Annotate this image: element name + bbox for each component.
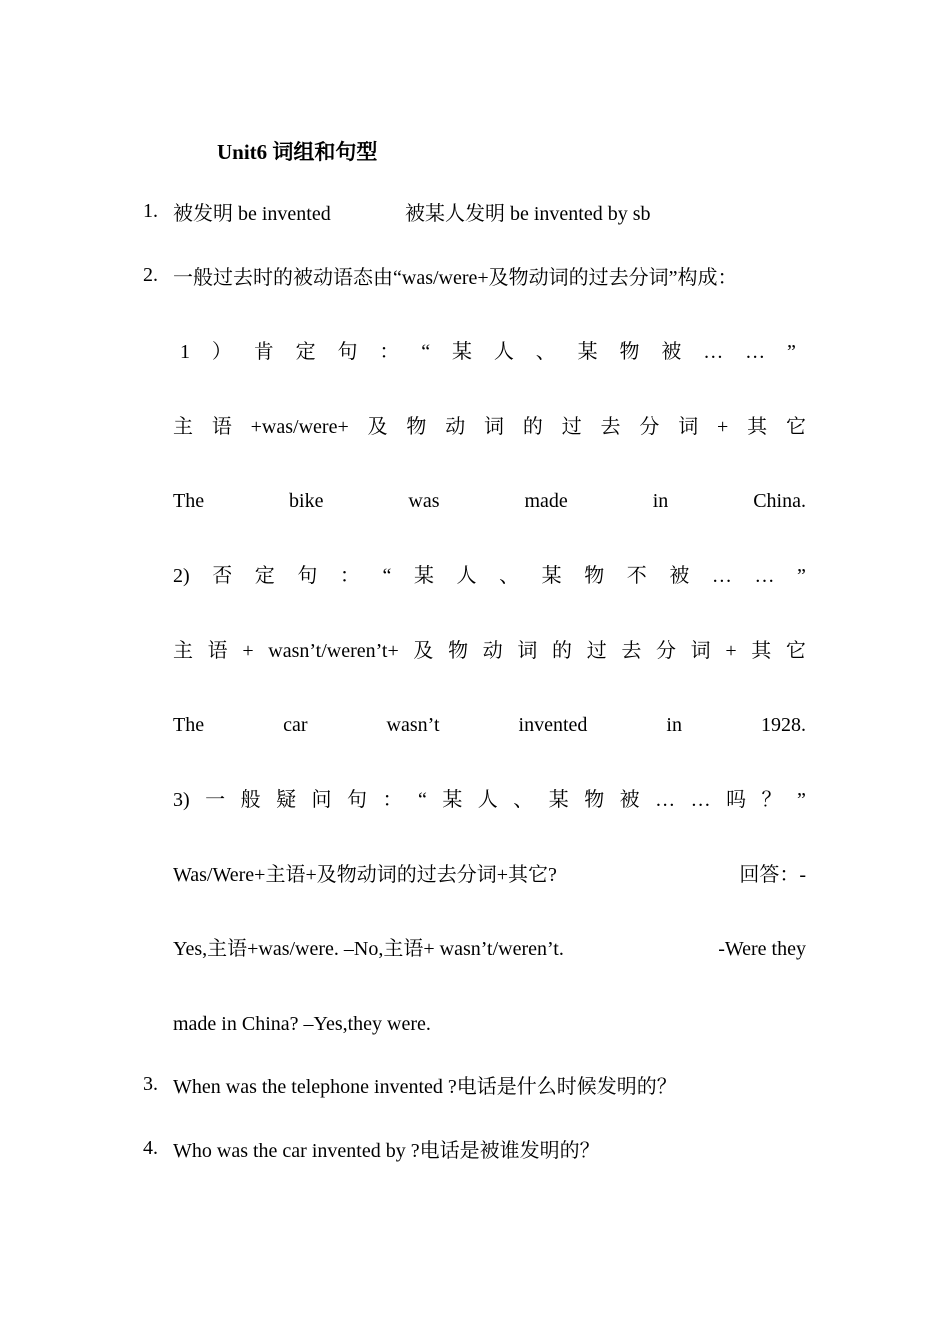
text-token: 人 — [493, 341, 514, 363]
affirmative-heading — [180, 338, 796, 366]
text-token: was — [408, 490, 440, 512]
text-token: 其 — [751, 640, 772, 662]
text-token: 语 — [211, 416, 232, 438]
affirmative-example — [173, 487, 806, 515]
text-token: 去 — [621, 640, 642, 662]
text-token: 般 — [240, 789, 261, 811]
question-structure-row — [173, 861, 806, 889]
text-token: 某 — [577, 341, 598, 363]
text-token: ： — [382, 789, 403, 811]
text-token: 否 — [212, 565, 233, 587]
text-token: 问 — [311, 789, 332, 811]
text-token: 3) — [173, 789, 190, 811]
text-token: ： — [379, 341, 400, 363]
text-token: 句 — [297, 565, 318, 587]
item-number-2: 2. — [143, 264, 158, 286]
text-token: 句 — [347, 789, 368, 811]
text-token: 被 — [619, 789, 640, 811]
text-token: 句 — [337, 341, 358, 363]
text-token: … — [703, 341, 724, 363]
text-token: 动 — [482, 640, 503, 662]
text-token: ） — [211, 341, 232, 363]
item-2-text: 一般过去时的被动语态由“was/were+及物动词的过去分词”构成： — [173, 267, 738, 289]
text-token: car — [283, 714, 308, 736]
text-token: The — [173, 714, 205, 736]
text-token: 主 — [173, 416, 193, 438]
text-token: 及 — [413, 640, 434, 662]
item-number-3: 3. — [143, 1073, 158, 1095]
text-token: 、 — [535, 341, 556, 363]
answer-text: Yes,主语+was/were. –No,主语+ wasn’t/weren’t. — [173, 938, 564, 960]
text-token: 去 — [600, 416, 621, 438]
text-token: 过 — [561, 416, 582, 438]
text-token: … — [655, 789, 676, 811]
text-token: 语 — [207, 640, 228, 662]
question-heading — [173, 786, 806, 814]
text-token: 某 — [548, 789, 569, 811]
text-token: 、 — [513, 789, 534, 811]
text-token: ” — [787, 341, 796, 363]
text-token: 人 — [477, 789, 498, 811]
text-token: … — [711, 565, 732, 587]
text-token: 、 — [499, 565, 520, 587]
text-token: 2) — [173, 565, 190, 587]
negative-structure — [173, 637, 806, 665]
text-token: … — [690, 789, 711, 811]
text-token: 人 — [456, 565, 477, 587]
text-token: 某 — [413, 565, 434, 587]
text-token: 的 — [522, 416, 543, 438]
text-token: 定 — [254, 565, 275, 587]
text-token: made — [524, 490, 568, 512]
text-token: 它 — [785, 640, 806, 662]
text-token: in — [652, 490, 669, 512]
text-token: + — [725, 640, 737, 662]
text-token: 不 — [626, 565, 647, 587]
text-token: 它 — [785, 416, 806, 438]
text-token: 分 — [656, 640, 677, 662]
affirmative-structure — [173, 413, 806, 441]
text-token: 某 — [541, 565, 562, 587]
text-token: 物 — [448, 640, 469, 662]
text-token: 物 — [584, 789, 605, 811]
text-token: + — [242, 640, 254, 662]
answer-label: 回答：- — [739, 864, 806, 886]
text-token: 定 — [295, 341, 316, 363]
text-token: 动 — [445, 416, 466, 438]
text-token: ” — [797, 789, 806, 811]
text-token: 其 — [747, 416, 768, 438]
answer-row — [173, 935, 806, 963]
text-token: 某 — [452, 341, 473, 363]
text-token: 吗 — [726, 789, 747, 811]
text-token: 1928. — [761, 714, 806, 736]
text-token: 1 — [180, 341, 190, 363]
text-token: 物 — [619, 341, 640, 363]
item-1-part-b: 被某人发明 be invented by sb — [405, 203, 651, 225]
text-token: … — [754, 565, 775, 587]
text-token: 词 — [517, 640, 538, 662]
text-token: in — [666, 714, 682, 736]
item-number-4: 4. — [143, 1137, 158, 1159]
text-token: wasn’t — [386, 714, 440, 736]
text-token: ： — [339, 565, 360, 587]
text-token: “ — [382, 565, 392, 587]
text-token: The — [173, 490, 205, 512]
text-token: invented — [518, 714, 588, 736]
negative-example — [173, 711, 806, 739]
text-token: 肯 — [253, 341, 274, 363]
text-token: +was/were+ — [250, 416, 349, 438]
text-token: wasn’t/weren’t+ — [268, 640, 399, 662]
item-number-1: 1. — [143, 200, 158, 222]
text-token: 被 — [661, 341, 682, 363]
text-token: 分 — [639, 416, 660, 438]
text-token: “ — [421, 341, 431, 363]
text-token: 及 — [367, 416, 388, 438]
text-token: 过 — [586, 640, 607, 662]
text-token: 一 — [205, 789, 226, 811]
example-question-end: made in China? –Yes,they were. — [173, 1013, 431, 1035]
text-token: China. — [753, 490, 806, 512]
text-token: 词 — [678, 416, 699, 438]
text-token: 词 — [690, 640, 711, 662]
text-token: 物 — [584, 565, 605, 587]
negative-heading — [173, 562, 806, 590]
item-3-text: When was the telephone invented ?电话是什么时候发明的？ — [173, 1076, 677, 1098]
item-4-text: Who was the car invented by ?电话是被谁发明的？ — [173, 1140, 600, 1162]
text-token: 被 — [669, 565, 690, 587]
text-token: 主 — [173, 640, 193, 662]
text-token: … — [745, 341, 766, 363]
text-token: 物 — [406, 416, 427, 438]
question-structure: Was/Were+主语+及物动词的过去分词+其它? — [173, 864, 557, 886]
text-token: 疑 — [276, 789, 297, 811]
text-token: 的 — [552, 640, 573, 662]
text-token: “ — [417, 789, 427, 811]
text-token: 词 — [484, 416, 505, 438]
text-token: + — [717, 416, 729, 438]
text-token: 某 — [442, 789, 463, 811]
page-title: Unit6 词组和句型 — [217, 140, 378, 164]
text-token: ” — [797, 565, 806, 587]
item-1-part-a: 被发明 be invented — [173, 203, 331, 225]
example-question-start: -Were they — [718, 938, 806, 960]
text-token: ？ — [761, 789, 782, 811]
text-token: bike — [289, 490, 324, 512]
